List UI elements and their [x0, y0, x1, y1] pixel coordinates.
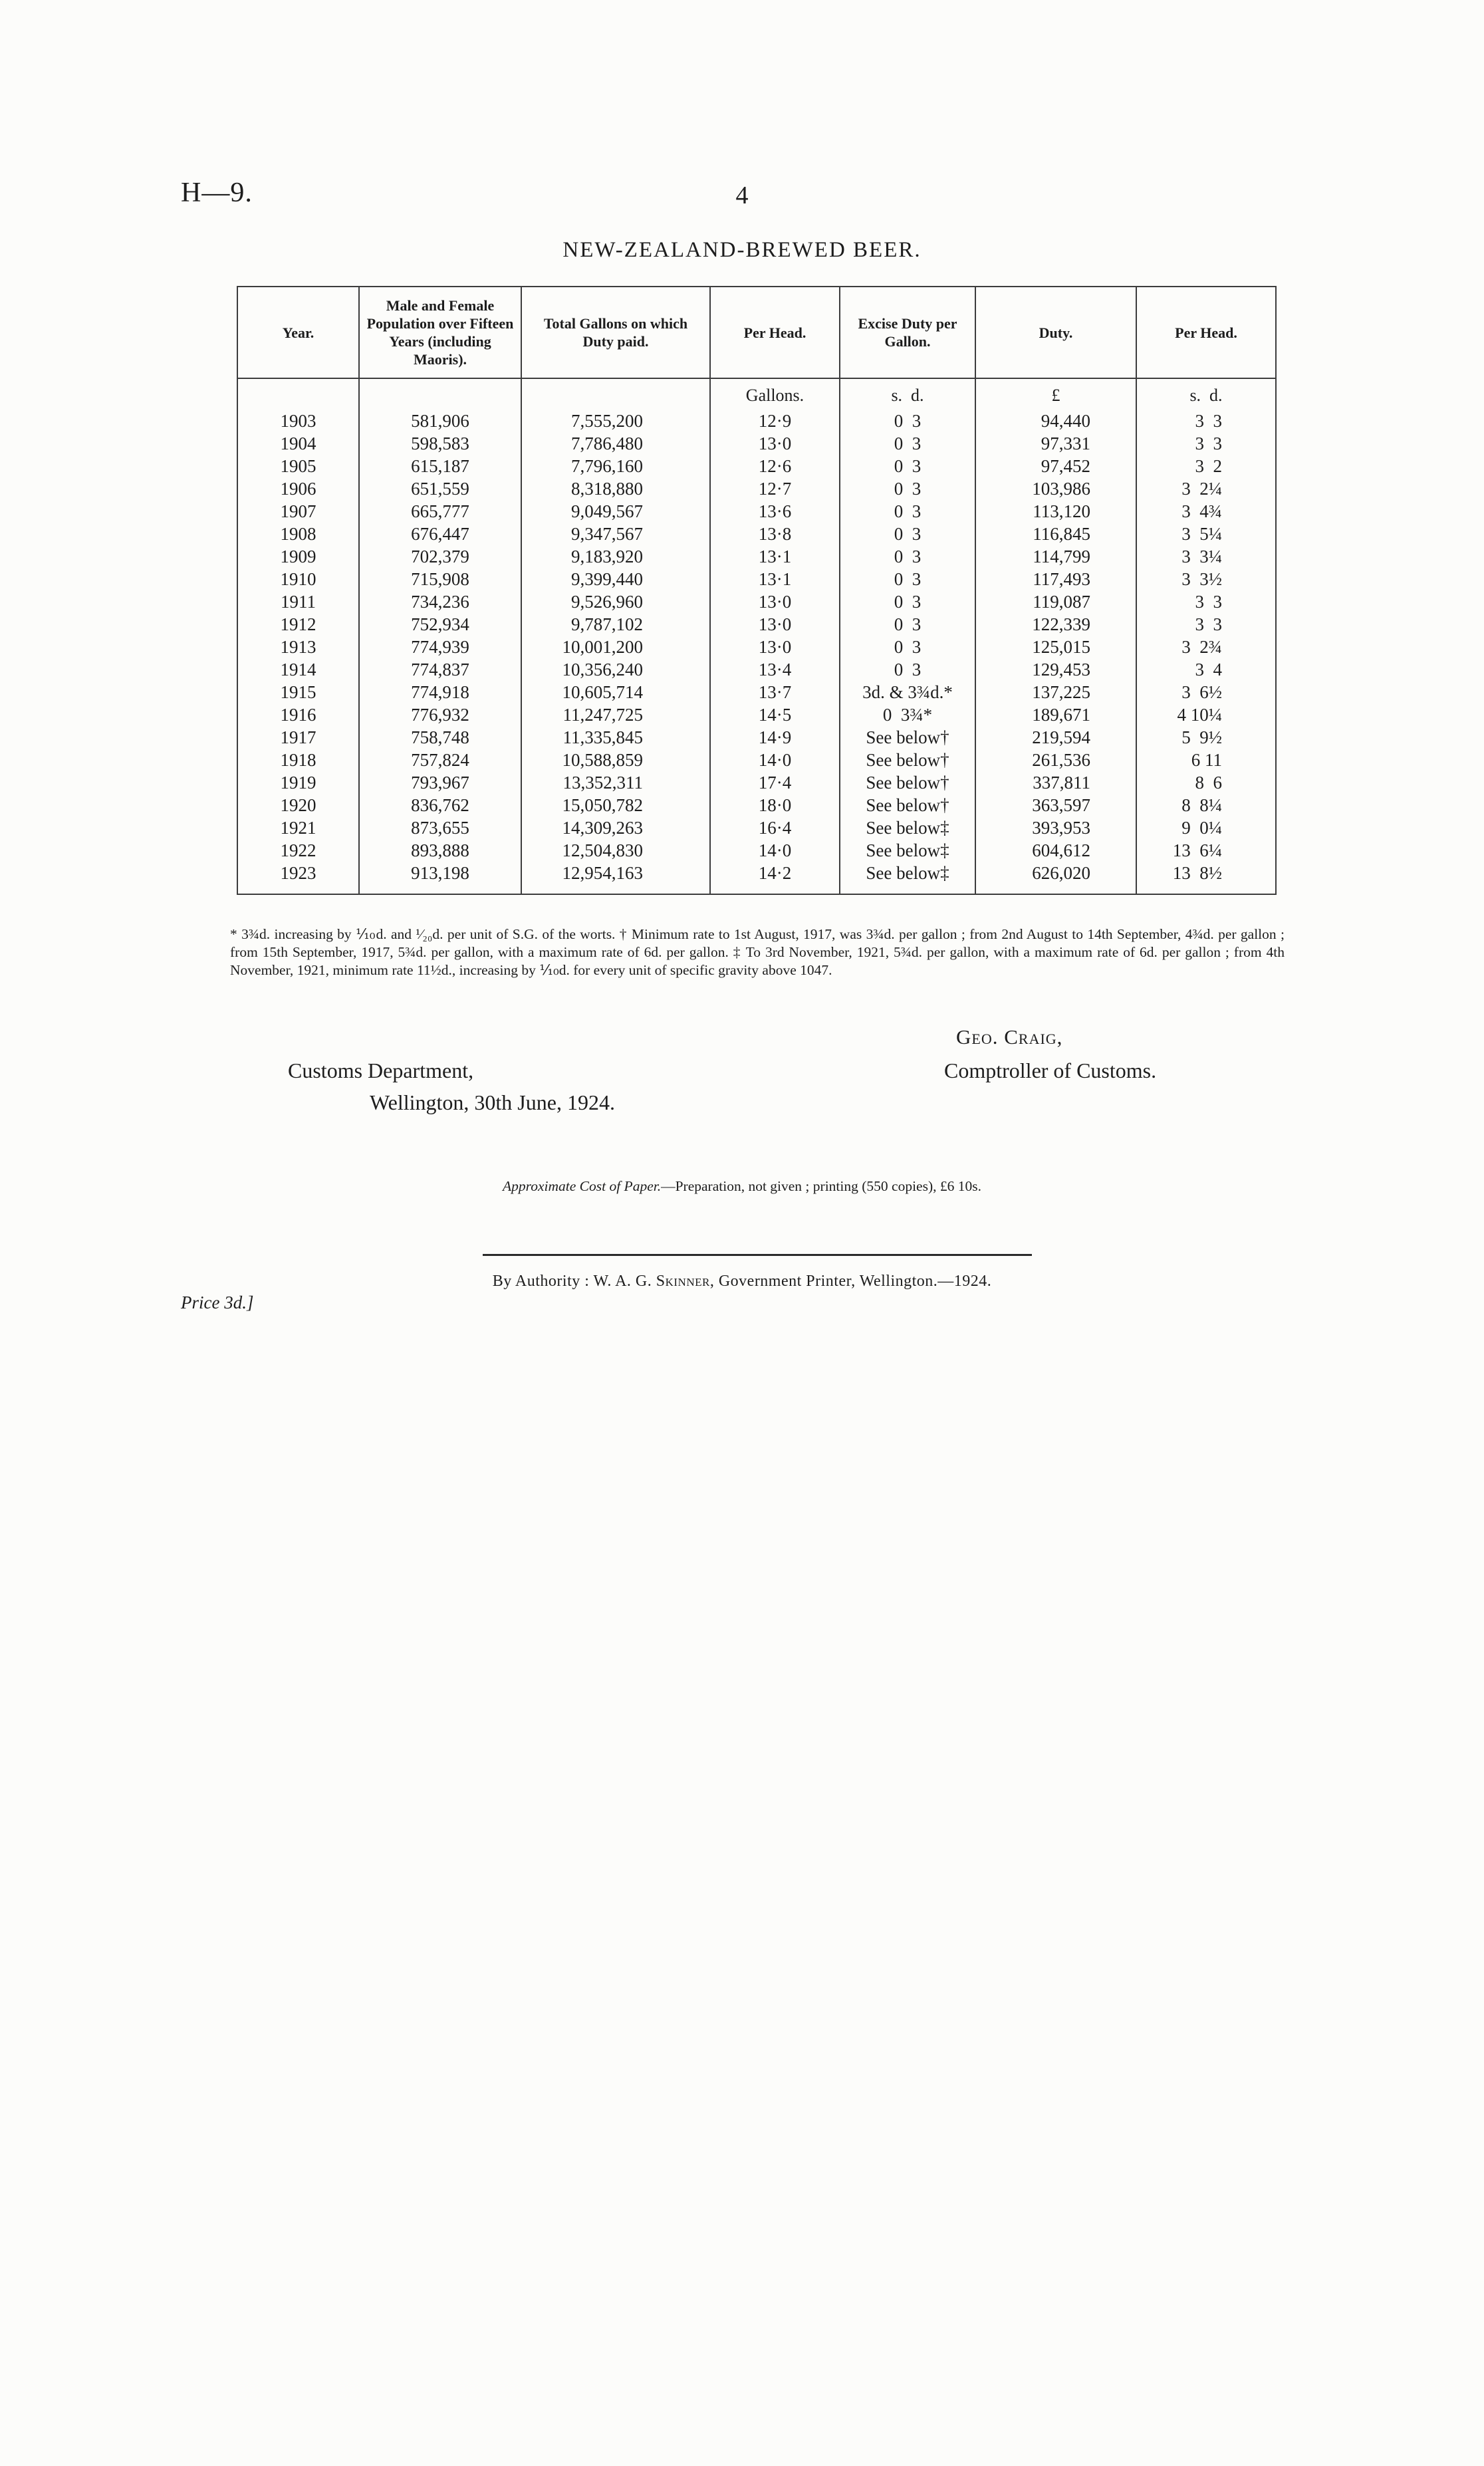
year-cell: 1907	[237, 500, 359, 523]
price-label: Price 3d.]	[181, 1293, 254, 1312]
per-head-gallons-cell: 13·1	[710, 568, 840, 590]
gallons-cell: 7,796,160	[521, 455, 710, 477]
population-cell: 651,559	[359, 477, 521, 500]
gallons-cell: 9,526,960	[521, 590, 710, 613]
duty-cell: 117,493	[975, 568, 1136, 590]
per-head-gallons-cell: 14·5	[710, 703, 840, 726]
units-row	[237, 378, 1276, 408]
duty-cell: 119,087	[975, 590, 1136, 613]
year-cell: 1917	[237, 726, 359, 749]
per-head-gallons-cell: 14·9	[710, 726, 840, 749]
year-cell: 1904	[237, 432, 359, 455]
excise-duty-cell: 0 3	[840, 545, 975, 568]
population-cell: 793,967	[359, 771, 521, 794]
excise-duty-cell: 0 3	[840, 590, 975, 613]
imprint-prefix: By Authority : W. A. G.	[492, 1273, 656, 1290]
per-head-duty-cell: 3 2¼	[1136, 477, 1276, 500]
per-head-gallons-cell: 13·7	[710, 681, 840, 703]
year-cell: 1911	[237, 590, 359, 613]
per-head-duty-cell: 3 3	[1136, 408, 1276, 432]
excise-duty-cell: 0 3¾*	[840, 703, 975, 726]
population-cell: 758,748	[359, 726, 521, 749]
population-cell: 776,932	[359, 703, 521, 726]
population-cell: 676,447	[359, 523, 521, 545]
per-head-gallons-cell: 12·6	[710, 455, 840, 477]
population-cell: 893,888	[359, 839, 521, 862]
duty-cell: 219,594	[975, 726, 1136, 749]
per-head-gallons-cell: 13·1	[710, 545, 840, 568]
per-head-duty-cell: 13 6¼	[1136, 839, 1276, 862]
cost-of-paper-note	[0, 1178, 1484, 1195]
gallons-cell: 13,352,311	[521, 771, 710, 794]
signature-title: Comptroller of Customs.	[944, 1058, 1157, 1082]
year-cell: 1920	[237, 794, 359, 816]
header-total-gallons: Total Gallons on which Duty paid.	[521, 287, 710, 378]
per-head-duty-cell: 3 2	[1136, 455, 1276, 477]
per-head-gallons-cell: 13·8	[710, 523, 840, 545]
duty-cell: 113,120	[975, 500, 1136, 523]
gallons-cell: 9,399,440	[521, 568, 710, 590]
table-row	[237, 432, 1276, 455]
table-row	[237, 726, 1276, 749]
gallons-cell: 9,183,920	[521, 545, 710, 568]
imprint-suffix: , Government Printer, Wellington.—1924.	[709, 1273, 992, 1290]
per-head-gallons-cell: 13·0	[710, 432, 840, 455]
excise-duty-cell: See below‡	[840, 862, 975, 894]
excise-duty-cell: 3d. & 3¾d.*	[840, 681, 975, 703]
per-head-duty-cell: 8 8¼	[1136, 794, 1276, 816]
population-cell: 715,908	[359, 568, 521, 590]
per-head-duty-cell: 3 4	[1136, 658, 1276, 681]
year-cell: 1923	[237, 862, 359, 894]
excise-duty-cell: 0 3	[840, 568, 975, 590]
year-cell: 1909	[237, 545, 359, 568]
gallons-cell: 15,050,782	[521, 794, 710, 816]
population-cell: 836,762	[359, 794, 521, 816]
excise-duty-cell: See below†	[840, 749, 975, 771]
per-head-duty-cell: 4 10¼	[1136, 703, 1276, 726]
excise-duty-cell: See below‡	[840, 816, 975, 839]
population-cell: 752,934	[359, 613, 521, 636]
page-number: 4	[735, 182, 749, 209]
duty-cell: 122,339	[975, 613, 1136, 636]
excise-duty-cell: 0 3	[840, 477, 975, 500]
signature-place-date: Wellington, 30th June, 1924.	[370, 1090, 615, 1114]
gallons-cell: 10,001,200	[521, 636, 710, 658]
units-excise-duty: s. d.	[840, 378, 975, 408]
document-reference: H—9.	[181, 178, 253, 208]
year-cell: 1922	[237, 839, 359, 862]
duty-cell: 604,612	[975, 839, 1136, 862]
table-row	[237, 658, 1276, 681]
population-cell: 913,198	[359, 862, 521, 894]
printer-imprint	[0, 1273, 1484, 1291]
per-head-duty-cell: 3 3½	[1136, 568, 1276, 590]
units-population	[359, 378, 521, 408]
year-cell: 1913	[237, 636, 359, 658]
per-head-gallons-cell: 12·9	[710, 408, 840, 432]
table-row	[237, 545, 1276, 568]
table-row	[237, 568, 1276, 590]
population-cell: 598,583	[359, 432, 521, 455]
year-cell: 1910	[237, 568, 359, 590]
gallons-cell: 10,605,714	[521, 681, 710, 703]
per-head-gallons-cell: 14·0	[710, 839, 840, 862]
table-row	[237, 703, 1276, 726]
per-head-gallons-cell: 14·0	[710, 749, 840, 771]
table-row	[237, 408, 1276, 432]
gallons-cell: 9,787,102	[521, 613, 710, 636]
per-head-gallons-cell: 18·0	[710, 794, 840, 816]
year-cell: 1912	[237, 613, 359, 636]
duty-cell: 189,671	[975, 703, 1136, 726]
gallons-cell: 10,588,859	[521, 749, 710, 771]
year-cell: 1915	[237, 681, 359, 703]
excise-duty-cell: 0 3	[840, 408, 975, 432]
excise-duty-cell: 0 3	[840, 636, 975, 658]
per-head-duty-cell: 3 3	[1136, 590, 1276, 613]
table-row	[237, 590, 1276, 613]
per-head-duty-cell: 9 0¼	[1136, 816, 1276, 839]
duty-cell: 137,225	[975, 681, 1136, 703]
per-head-gallons-cell: 13·0	[710, 590, 840, 613]
table-row	[237, 523, 1276, 545]
duty-cell: 261,536	[975, 749, 1136, 771]
gallons-cell: 11,335,845	[521, 726, 710, 749]
cost-note-text: —Preparation, not given ; printing (550 copies), £6 10s.	[661, 1178, 981, 1194]
units-duty: £	[975, 378, 1136, 408]
table-row	[237, 613, 1276, 636]
duty-cell: 125,015	[975, 636, 1136, 658]
gallons-cell: 9,049,567	[521, 500, 710, 523]
per-head-gallons-cell: 13·6	[710, 500, 840, 523]
table-footnotes: * 3¾d. increasing by ⅒d. and ¹⁄₂₀d. per unit of S.G. of the worts. † Minimum rate to 1st August, 1917, was 3¾d. per gallon ; from 2nd August to 14th September, 4¾d. per gallon ; from 15th September, 1917, 5¾d. per gallon, with a maximum rate of 6d. per gallon. ‡ To 3rd November, 1921, 5¾d. per gallon, with a maximum rate of 6d. per gallon ; from 4th November, 1921, minimum rate 11½d., increasing by ⅒d. for every unit of specific gravity above 1047.	[230, 926, 1285, 978]
per-head-gallons-cell: 13·4	[710, 658, 840, 681]
beer-table-body	[237, 378, 1276, 894]
per-head-duty-cell: 6 11	[1136, 749, 1276, 771]
per-head-gallons-cell: 16·4	[710, 816, 840, 839]
excise-duty-cell: See below†	[840, 794, 975, 816]
population-cell: 774,939	[359, 636, 521, 658]
gallons-cell: 9,347,567	[521, 523, 710, 545]
table-row	[237, 500, 1276, 523]
per-head-duty-cell: 3 4¾	[1136, 500, 1276, 523]
duty-cell: 94,440	[975, 408, 1136, 432]
population-cell: 581,906	[359, 408, 521, 432]
population-cell: 757,824	[359, 749, 521, 771]
imprint-printer-name: Skinner	[656, 1273, 710, 1290]
per-head-duty-cell: 13 8½	[1136, 862, 1276, 894]
population-cell: 873,655	[359, 816, 521, 839]
gallons-cell: 12,504,830	[521, 839, 710, 862]
cost-note-label: Approximate Cost of Paper.	[503, 1178, 662, 1194]
population-cell: 665,777	[359, 500, 521, 523]
gallons-cell: 14,309,263	[521, 816, 710, 839]
beer-statistics-table	[237, 286, 1277, 895]
year-cell: 1916	[237, 703, 359, 726]
per-head-gallons-cell: 12·7	[710, 477, 840, 500]
excise-duty-cell: 0 3	[840, 432, 975, 455]
header-excise-duty: Excise Duty per Gallon.	[840, 287, 975, 378]
population-cell: 615,187	[359, 455, 521, 477]
per-head-duty-cell: 3 2¾	[1136, 636, 1276, 658]
year-cell: 1905	[237, 455, 359, 477]
per-head-duty-cell: 5 9½	[1136, 726, 1276, 749]
year-cell: 1903	[237, 408, 359, 432]
year-cell: 1914	[237, 658, 359, 681]
excise-duty-cell: 0 3	[840, 523, 975, 545]
gallons-cell: 8,318,880	[521, 477, 710, 500]
year-cell: 1921	[237, 816, 359, 839]
gallons-cell: 7,555,200	[521, 408, 710, 432]
imprint-divider-rule	[483, 1254, 1032, 1256]
header-duty: Duty.	[975, 287, 1136, 378]
per-head-gallons-cell: 13·0	[710, 613, 840, 636]
duty-cell: 103,986	[975, 477, 1136, 500]
excise-duty-cell: 0 3	[840, 500, 975, 523]
units-year	[237, 378, 359, 408]
header-per-head-gallons: Per Head.	[710, 287, 840, 378]
duty-cell: 363,597	[975, 794, 1136, 816]
per-head-duty-cell: 3 3	[1136, 432, 1276, 455]
per-head-gallons-cell: 13·0	[710, 636, 840, 658]
per-head-duty-cell: 8 6	[1136, 771, 1276, 794]
duty-cell: 116,845	[975, 523, 1136, 545]
duty-cell: 626,020	[975, 862, 1136, 894]
duty-cell: 97,331	[975, 432, 1136, 455]
excise-duty-cell: 0 3	[840, 613, 975, 636]
gallons-cell: 7,786,480	[521, 432, 710, 455]
per-head-gallons-cell: 17·4	[710, 771, 840, 794]
per-head-duty-cell: 3 6½	[1136, 681, 1276, 703]
year-cell: 1908	[237, 523, 359, 545]
header-population: Male and Female Population over Fifteen Years (including Maoris).	[359, 287, 521, 378]
table-row	[237, 477, 1276, 500]
population-cell: 774,837	[359, 658, 521, 681]
duty-cell: 337,811	[975, 771, 1136, 794]
duty-cell: 393,953	[975, 816, 1136, 839]
header-per-head-duty: Per Head.	[1136, 287, 1276, 378]
statistics-table-container	[237, 286, 1275, 895]
header-year: Year.	[237, 287, 359, 378]
table-row	[237, 862, 1276, 894]
population-cell: 734,236	[359, 590, 521, 613]
excise-duty-cell: See below†	[840, 726, 975, 749]
population-cell: 774,918	[359, 681, 521, 703]
per-head-duty-cell: 3 3¼	[1136, 545, 1276, 568]
excise-duty-cell: 0 3	[840, 658, 975, 681]
duty-cell: 129,453	[975, 658, 1136, 681]
page-title: NEW-ZEALAND-BREWED BEER.	[562, 238, 922, 262]
units-per-head-gallons: Gallons.	[710, 378, 840, 408]
units-total-gallons	[521, 378, 710, 408]
year-cell: 1906	[237, 477, 359, 500]
signature-department: Customs Department,	[288, 1058, 474, 1082]
excise-duty-cell: See below‡	[840, 839, 975, 862]
excise-duty-cell: See below†	[840, 771, 975, 794]
table-row	[237, 839, 1276, 862]
gallons-cell: 10,356,240	[521, 658, 710, 681]
excise-duty-cell: 0 3	[840, 455, 975, 477]
table-row	[237, 749, 1276, 771]
duty-cell: 97,452	[975, 455, 1136, 477]
per-head-duty-cell: 3 5¼	[1136, 523, 1276, 545]
table-row	[237, 455, 1276, 477]
signature-name: Geo. Craig,	[956, 1025, 1063, 1048]
table-row	[237, 816, 1276, 839]
per-head-duty-cell: 3 3	[1136, 613, 1276, 636]
gallons-cell: 12,954,163	[521, 862, 710, 894]
population-cell: 702,379	[359, 545, 521, 568]
table-row	[237, 771, 1276, 794]
duty-cell: 114,799	[975, 545, 1136, 568]
table-row	[237, 636, 1276, 658]
gallons-cell: 11,247,725	[521, 703, 710, 726]
year-cell: 1919	[237, 771, 359, 794]
table-row	[237, 794, 1276, 816]
year-cell: 1918	[237, 749, 359, 771]
table-row	[237, 681, 1276, 703]
per-head-gallons-cell: 14·2	[710, 862, 840, 894]
table-header-row	[237, 287, 1276, 378]
units-per-head-duty: s. d.	[1136, 378, 1276, 408]
